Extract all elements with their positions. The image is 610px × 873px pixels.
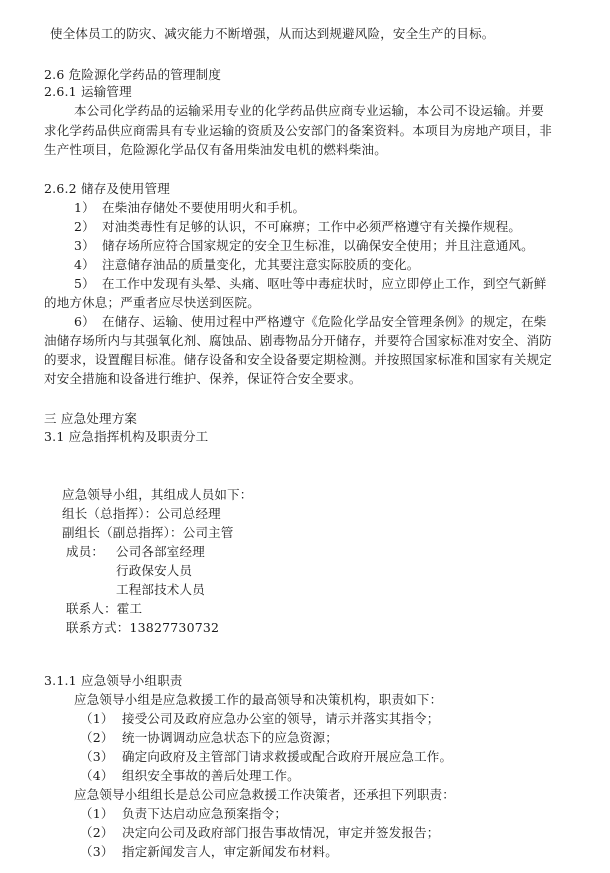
- list-item-number: 2）: [74, 219, 95, 234]
- section-number: 2.6.2: [44, 181, 77, 196]
- list-item-number: （3）: [80, 749, 114, 764]
- section-title: 应急指挥机构及职责分工: [68, 429, 209, 444]
- section-title: 储存及使用管理: [81, 181, 170, 196]
- list-item-number: （1）: [80, 711, 114, 726]
- list-item-number: 4）: [74, 257, 95, 272]
- list-item-text: 在储存、运输、使用过程中严格遵守《危险化学品安全管理条例》的规定，在柴: [102, 314, 547, 329]
- section-title: 危险源化学药品的管理制度: [68, 67, 222, 82]
- paragraph-line: 求化学药品供应商需具有专业运输的资质及公安部门的备案资料。本项目为房地产项目，非: [44, 123, 553, 138]
- list-item-continuation: 对安全措施和设备进行维护、保养，保证符合安全要求。: [44, 371, 362, 386]
- list-item: [80, 748, 452, 766]
- list-item-text: 在工作中发现有头晕、头痛、呕吐等中毒症状时，应立即停止工作，到空气新鲜: [102, 276, 547, 291]
- list-item-number: （1）: [80, 806, 114, 821]
- chapter-heading-3: [44, 410, 137, 428]
- list-item-text: 对油类毒性有足够的认识，不可麻痹；工作中必须严格遵守有关操作规程。: [102, 219, 522, 234]
- list-item: [80, 710, 440, 728]
- paragraph-line: 生产性项目，危险源化学品仅有备用柴油发电机的燃料柴油。: [44, 142, 387, 157]
- list-item-number: 6）: [74, 314, 95, 329]
- section-heading-3-1-1: [44, 672, 183, 690]
- list-item: [74, 256, 420, 274]
- team-member: 工程部技术人员: [116, 582, 205, 597]
- list-item-text: 确定向政府及主管部门请求救援或配合政府开展应急工作。: [122, 749, 453, 764]
- list-item-text: 组织安全事故的善后处理工作。: [122, 768, 300, 783]
- list-item-number: 5）: [74, 276, 95, 291]
- chapter-number: 三: [44, 411, 57, 426]
- list-item-text: 统一协调调动应急状态下的应急资源；: [122, 730, 338, 745]
- list-item-number: 1）: [74, 200, 95, 215]
- section-heading-2-6-2: [44, 180, 170, 198]
- team-leader: 组长（总指挥）：公司总经理: [62, 506, 221, 521]
- section-number: 2.6: [44, 67, 65, 82]
- list-item-number: （4）: [80, 768, 114, 783]
- list-item-continuation: 的地方休息；严重者应尽快送到医院。: [44, 295, 260, 310]
- intro-paragraph-end: 使全体员工的防灾、减灾能力不断增强，从而达到规避风险，安全生产的目标。: [50, 26, 495, 41]
- list-item: [80, 824, 440, 842]
- section-number: 3.1.1: [44, 673, 77, 688]
- list-item: [80, 767, 300, 785]
- section-title: 运输管理: [81, 84, 132, 99]
- list-item: [74, 237, 534, 255]
- team-intro: 应急领导小组，其组成人员如下：: [62, 487, 253, 502]
- paragraph-line: 应急领导小组组长是总公司应急救援工作决策者，还承担下列职责：: [74, 787, 456, 802]
- team-deputy: 副组长（副总指挥）：公司主管: [62, 525, 234, 540]
- list-item: [74, 313, 547, 331]
- list-item-text: 在柴油存储处不要使用明火和手机。: [102, 200, 306, 215]
- section-number: 2.6.1: [44, 84, 77, 99]
- section-title: 应急领导小组职责: [81, 673, 183, 688]
- list-item: [74, 218, 521, 236]
- list-item-number: （3）: [80, 844, 114, 859]
- list-item-text: 指定新闻发言人，审定新闻发布材料。: [122, 844, 338, 859]
- list-item: [74, 275, 547, 293]
- list-item-number: （2）: [80, 730, 114, 745]
- list-item: [74, 199, 305, 217]
- list-item-continuation: 的要求，设置醒目标准。储存设备和安全设备要定期检测。并按照国家标准和国家有关规定: [44, 352, 553, 367]
- paragraph-line: 应急领导小组是应急救援工作的最高领导和决策机构，职责如下：: [74, 692, 443, 707]
- list-item-text: 储存场所应符合国家规定的安全卫生标准，以确保安全使用；并且注意通风。: [102, 238, 534, 253]
- list-item-text: 决定向公司及政府部门报告事故情况，审定并签发报告；: [122, 825, 440, 840]
- list-item-text: 接受公司及政府应急办公室的领导，请示并落实其指令；: [122, 711, 440, 726]
- section-heading-2-6: [44, 66, 221, 84]
- list-item-number: 3）: [74, 238, 95, 253]
- list-item-continuation: 油储存场所内与其强氧化剂、腐蚀品、剧毒物品分开储存，并要符合国家标准对安全、消防: [44, 333, 553, 348]
- list-item-text: 注意储存油品的质量变化，尤其要注意实际胶质的变化。: [102, 257, 420, 272]
- list-item: [80, 843, 338, 861]
- team-member: 行政保安人员: [116, 563, 193, 578]
- section-heading-2-6-1: [44, 83, 132, 101]
- list-item: [80, 805, 287, 823]
- chapter-title: 应急处理方案: [60, 411, 138, 426]
- list-item: [80, 729, 338, 747]
- section-heading-3-1: [44, 428, 208, 446]
- section-number: 3.1: [44, 429, 65, 444]
- list-item-text: 负责下达启动应急预案指令；: [122, 806, 288, 821]
- team-members-label: 成员：: [66, 544, 105, 559]
- team-phone: 联系方式：13827730732: [66, 620, 220, 635]
- team-contact: 联系人：霍工: [66, 601, 143, 616]
- team-member: 公司各部室经理: [116, 544, 205, 559]
- list-item-number: （2）: [80, 825, 114, 840]
- paragraph-line: 本公司化学药品的运输采用专业的化学药品供应商专业运输，本公司不设运输。并要: [74, 103, 544, 118]
